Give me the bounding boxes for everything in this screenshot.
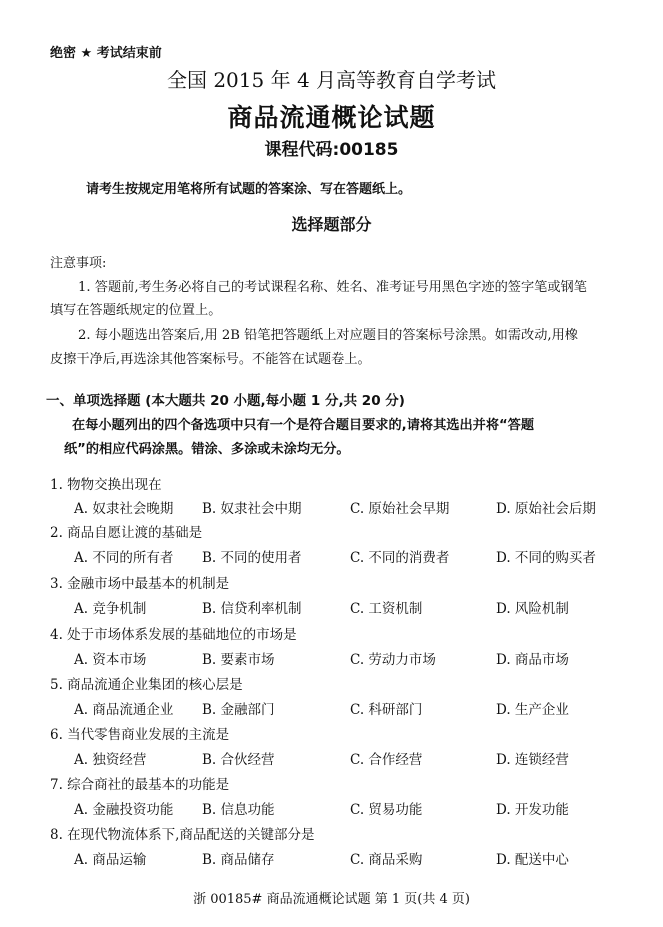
option-b: B. 奴隶社会中期: [202, 501, 302, 517]
question-stem: 2. 商品自愿让渡的基础是: [50, 525, 203, 541]
option-c: C. 贸易功能: [350, 802, 423, 818]
option-a: A. 奴隶社会晚期: [74, 501, 174, 517]
question-stem: 7. 综合商社的最基本的功能是: [50, 777, 230, 793]
option-c: C. 合作经营: [350, 752, 423, 768]
exam-title: 全国 2015 年 4 月高等教育自学考试: [166, 68, 497, 92]
section-desc-line-1: 在每小题列出的四个备选项中只有一个是符合题目要求的,请将其选出并将“答题: [72, 418, 535, 433]
option-d: D. 开发功能: [496, 802, 569, 818]
option-d: D. 生产企业: [496, 702, 569, 718]
option-b: B. 信贷利率机制: [202, 601, 302, 617]
option-b: B. 商品储存: [202, 852, 275, 868]
option-b: B. 合伙经营: [202, 752, 275, 768]
option-c: C. 工资机制: [350, 601, 423, 617]
attention-heading: 注意事项:: [50, 256, 107, 271]
option-b: B. 信息功能: [202, 802, 275, 818]
option-a: A. 独资经营: [74, 752, 147, 768]
option-c: C. 商品采购: [350, 852, 423, 868]
course-code: 课程代码:00185: [264, 140, 399, 160]
section-desc-line-2: 纸”的相应代码涂黑。错涂、多涂或未涂均无分。: [64, 442, 350, 457]
part-title: 选择题部分: [291, 215, 372, 234]
option-b: B. 要素市场: [202, 652, 275, 668]
option-d: D. 原始社会后期: [496, 501, 596, 517]
option-d: D. 风险机制: [496, 601, 569, 617]
question-stem: 5. 商品流通企业集团的核心层是: [50, 677, 243, 693]
option-a: A. 不同的所有者: [74, 550, 174, 566]
attention-item-1-line-2: 填写在答题纸规定的位置上。: [50, 303, 222, 318]
option-a: A. 金融投资功能: [74, 802, 174, 818]
option-d: D. 商品市场: [496, 652, 569, 668]
attention-item-2-line-1: 2. 每小题选出答案后,用 2B 铅笔把答题纸上对应题目的答案标号涂黑。如需改动,用橡: [78, 328, 578, 343]
option-a: A. 商品运输: [74, 852, 147, 868]
option-d: D. 不同的购买者: [496, 550, 596, 566]
option-d: D. 连锁经营: [496, 752, 569, 768]
option-c: C. 原始社会早期: [350, 501, 450, 517]
section-heading: 一、单项选择题 (本大题共 20 小题,每小题 1 分,共 20 分): [46, 393, 405, 409]
question-stem: 3. 金融市场中最基本的机制是: [50, 576, 230, 592]
question-stem: 4. 处于市场体系发展的基础地位的市场是: [50, 627, 297, 643]
option-c: C. 科研部门: [350, 702, 423, 718]
question-stem: 8. 在现代物流体系下,商品配送的关键部分是: [50, 827, 315, 843]
attention-item-2-line-2: 皮擦干净后,再选涂其他答案标号。不能答在试题卷上。: [50, 352, 371, 367]
secret-label: 绝密 ★ 考试结束前: [50, 46, 162, 61]
option-a: A. 竞争机制: [74, 601, 147, 617]
attention-item-1-line-1: 1. 答题前,考生务必将自己的考试课程名称、姓名、准考证号用黑色字迹的签字笔或钢笔: [78, 280, 587, 295]
option-b: B. 金融部门: [202, 702, 275, 718]
page-footer: 浙 00185# 商品流通概论试题 第 1 页(共 4 页): [193, 892, 470, 907]
option-c: C. 劳动力市场: [350, 652, 436, 668]
option-a: A. 商品流通企业: [74, 702, 174, 718]
question-stem: 1. 物物交换出现在: [50, 477, 162, 493]
option-b: B. 不同的使用者: [202, 550, 302, 566]
paper-title: 商品流通概论试题: [227, 103, 436, 132]
answer-notice: 请考生按规定用笔将所有试题的答案涂、写在答题纸上。: [86, 182, 412, 197]
question-stem: 6. 当代零售商业发展的主流是: [50, 727, 230, 743]
option-d: D. 配送中心: [496, 852, 569, 868]
option-a: A. 资本市场: [74, 652, 147, 668]
option-c: C. 不同的消费者: [350, 550, 450, 566]
